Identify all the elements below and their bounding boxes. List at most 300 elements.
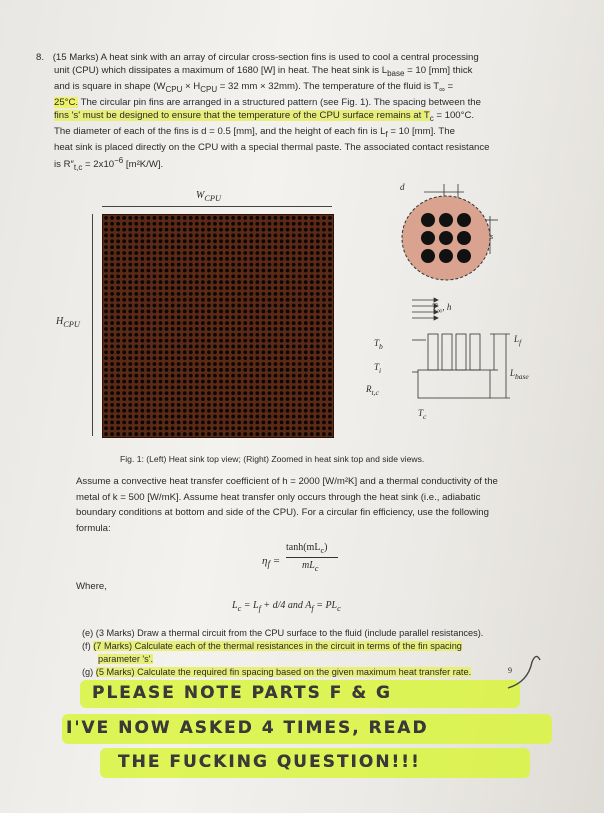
pin-fin	[122, 432, 126, 436]
pin-fin	[237, 345, 241, 349]
pin-fin	[110, 356, 114, 360]
pin-fin	[122, 345, 126, 349]
spacing-highlight: fins 's' must be designed to ensure that the temperature of the CPU surface remains at T	[54, 109, 430, 121]
pin-fin	[298, 350, 302, 354]
pin-fin	[134, 403, 138, 407]
pin-fin	[316, 327, 320, 331]
pin-fin	[171, 239, 175, 243]
pin-fin	[195, 420, 199, 424]
pin-fin	[280, 304, 284, 308]
pin-fin	[322, 245, 326, 249]
pin-fin	[268, 368, 272, 372]
pin-fin	[328, 274, 332, 278]
pin-fin	[237, 304, 241, 308]
handwritten-arrow	[500, 648, 550, 698]
pin-fin	[237, 298, 241, 302]
pin-fin	[268, 228, 272, 232]
pin-fin	[183, 385, 187, 389]
pin-fin	[165, 257, 169, 261]
pin-fin	[159, 368, 163, 372]
pin-fin	[261, 339, 265, 343]
pin-fin	[140, 222, 144, 226]
pin-fin	[110, 397, 114, 401]
pin-fin	[201, 222, 205, 226]
pin-fin	[110, 304, 114, 308]
pin-fin	[183, 216, 187, 220]
pin-fin	[280, 228, 284, 232]
pin-fin	[298, 380, 302, 384]
pin-fin	[213, 432, 217, 436]
pin-fin	[153, 397, 157, 401]
pin-fin	[140, 286, 144, 290]
pin-fin	[116, 304, 120, 308]
pin-fin	[280, 251, 284, 255]
pin-fin	[116, 315, 120, 319]
pin-fin	[207, 420, 211, 424]
pin-fin	[122, 385, 126, 389]
pin-fin	[280, 432, 284, 436]
pin-fin	[292, 280, 296, 284]
pin-fin	[261, 362, 265, 366]
pin-fin	[292, 327, 296, 331]
pin-fin	[292, 269, 296, 273]
pin-fin	[134, 234, 138, 238]
tinf-h: , h	[442, 302, 452, 312]
pin-fin	[243, 345, 247, 349]
pin-fin	[268, 216, 272, 220]
pin-fin	[274, 321, 278, 325]
pin-fin	[328, 432, 332, 436]
pin-fin	[280, 345, 284, 349]
pin-fin	[261, 368, 265, 372]
assumption-line-4: formula:	[76, 522, 111, 534]
pin-fin	[159, 362, 163, 366]
pin-fin	[201, 239, 205, 243]
pin-fin	[195, 350, 199, 354]
pin-fin	[153, 263, 157, 267]
pin-fin	[122, 216, 126, 220]
pin-fin	[231, 409, 235, 413]
pin-fin	[183, 280, 187, 284]
tc-t: T	[418, 408, 424, 418]
pin-fin	[146, 292, 150, 296]
pin-fin	[110, 245, 114, 249]
pin-fin	[255, 327, 259, 331]
pin-fin	[249, 216, 253, 220]
pin-fin	[165, 298, 169, 302]
pin-fin	[177, 304, 181, 308]
pin-fin	[183, 327, 187, 331]
pin-fin	[243, 228, 247, 232]
pin-fin	[286, 234, 290, 238]
pin-fin	[274, 385, 278, 389]
pin-fin	[207, 356, 211, 360]
pin-fin	[286, 274, 290, 278]
tc-subscript: c	[423, 411, 427, 421]
parts-list	[82, 627, 532, 679]
pin-fin	[231, 263, 235, 267]
pin-fin	[104, 339, 108, 343]
pin-fin	[195, 397, 199, 401]
pin-fin	[268, 356, 272, 360]
pin-fin	[280, 333, 284, 337]
pin-fin	[261, 222, 265, 226]
pin-fin	[292, 292, 296, 296]
pin-fin	[286, 339, 290, 343]
pin-fin	[310, 269, 314, 273]
pin-fin	[316, 339, 320, 343]
pin-fin	[104, 409, 108, 413]
pin-fin	[183, 286, 187, 290]
pin-fin	[274, 420, 278, 424]
eq-sign: =	[272, 555, 281, 567]
pin-fin	[104, 426, 108, 430]
pin-fin	[116, 409, 120, 413]
pin-fin	[104, 327, 108, 331]
pin-fin	[183, 426, 187, 430]
pin-fin	[183, 269, 187, 273]
pin-fin	[255, 385, 259, 389]
pin-fin	[316, 426, 320, 430]
pin-fin	[116, 269, 120, 273]
pin-fin	[268, 245, 272, 249]
pin-fin	[201, 391, 205, 395]
pin-fin	[128, 228, 132, 232]
line7-text: heat sink is placed directly on the CPU with a special thermal paste. The associated contact resistance	[54, 141, 490, 153]
pin-fin	[322, 269, 326, 273]
pin-fin	[171, 391, 175, 395]
pin-fin	[159, 356, 163, 360]
pin-fin	[316, 286, 320, 290]
pin-fin	[110, 339, 114, 343]
pin-fin	[213, 321, 217, 325]
pin-fin	[316, 309, 320, 313]
pin-fin	[104, 304, 108, 308]
pin-fin	[110, 403, 114, 407]
pin-fin	[286, 309, 290, 313]
pin-fin	[201, 263, 205, 267]
pin-fin	[110, 368, 114, 372]
pin-fin	[207, 298, 211, 302]
pin-fin	[249, 432, 253, 436]
pin-fin	[243, 321, 247, 325]
pin-fin	[189, 216, 193, 220]
wcpu-sub: CPU	[165, 84, 183, 94]
pin-fin	[280, 280, 284, 284]
pin-fin	[153, 420, 157, 424]
pin-fin	[195, 362, 199, 366]
pin-fin	[243, 426, 247, 430]
pin-fin	[104, 292, 108, 296]
plc-sub: c	[337, 604, 341, 613]
pin-fin	[201, 362, 205, 366]
pin-fin	[255, 239, 259, 243]
pin-fin	[213, 269, 217, 273]
problem-line-3	[36, 80, 536, 96]
pin-fin	[110, 234, 114, 238]
pin-fin	[128, 286, 132, 290]
pin-fin	[104, 257, 108, 261]
pin-fin	[201, 385, 205, 389]
pin-fin	[195, 339, 199, 343]
pin-fin	[195, 234, 199, 238]
pin-fin	[171, 350, 175, 354]
pin-fin	[280, 263, 284, 267]
pin-fin	[116, 274, 120, 278]
pin-fin	[140, 350, 144, 354]
pin-fin	[274, 251, 278, 255]
pin-fin	[128, 426, 132, 430]
pin-fin	[274, 216, 278, 220]
pin-fin	[304, 280, 308, 284]
fin-efficiency-lhs	[262, 555, 280, 569]
pin-fin	[225, 391, 229, 395]
pin-fin	[189, 321, 193, 325]
problem-line-7	[36, 141, 536, 154]
pin-fin	[207, 380, 211, 384]
pin-fin	[286, 391, 290, 395]
pin-fin	[255, 374, 259, 378]
part-e	[82, 627, 532, 640]
pin-fin	[104, 333, 108, 337]
pin-fin	[249, 286, 253, 290]
pin-fin	[322, 234, 326, 238]
pin-fin	[153, 403, 157, 407]
pin-fin	[268, 321, 272, 325]
pin-fin	[140, 333, 144, 337]
pin-fin	[231, 309, 235, 313]
pin-fin	[177, 415, 181, 419]
pin-fin	[207, 292, 211, 296]
pin-fin	[322, 403, 326, 407]
pin-fin	[286, 345, 290, 349]
pin-fin	[213, 251, 217, 255]
pin-fin	[177, 362, 181, 366]
pin-fin	[261, 391, 265, 395]
pin-fin	[316, 251, 320, 255]
pin-fin	[140, 228, 144, 232]
pin-fin	[140, 374, 144, 378]
pin-fin	[201, 269, 205, 273]
pin-fin	[165, 356, 169, 360]
pin-fin	[134, 356, 138, 360]
pin-fin	[310, 274, 314, 278]
pin-fin	[280, 380, 284, 384]
pin-fin	[189, 327, 193, 331]
pin-fin	[140, 292, 144, 296]
pin-fin	[116, 356, 120, 360]
pin-fin	[255, 321, 259, 325]
pin-fin	[183, 263, 187, 267]
pin-fin	[122, 280, 126, 284]
pin-fin	[128, 432, 132, 436]
pin-fin	[201, 432, 205, 436]
part-e-text: (3 Marks) Draw a thermal circuit from the CPU surface to the fluid (include parallel resistances).	[95, 628, 484, 638]
pin-fin	[298, 333, 302, 337]
pin-fin	[134, 298, 138, 302]
pin-fin	[274, 374, 278, 378]
pin-fin	[243, 374, 247, 378]
pin-fin	[153, 426, 157, 430]
pin-fin	[237, 409, 241, 413]
pin-fin	[159, 263, 163, 267]
pin-fin	[249, 263, 253, 267]
pin-fin	[171, 274, 175, 278]
handwritten-line-2: I'VE NOW ASKED 4 TIMES, READ	[66, 718, 429, 738]
pin-fin	[104, 368, 108, 372]
pin-fin	[171, 222, 175, 226]
pin-fin	[134, 245, 138, 249]
pin-fin	[328, 397, 332, 401]
pin-fin	[255, 409, 259, 413]
pin-fin	[146, 333, 150, 337]
pin-fin	[298, 280, 302, 284]
pin-fin	[183, 420, 187, 424]
pin-fin	[159, 251, 163, 255]
pin-fin	[237, 356, 241, 360]
lc-sub: c	[237, 604, 242, 613]
pin-fin	[286, 298, 290, 302]
num-text: tanh(mL	[286, 542, 321, 553]
pin-fin	[189, 222, 193, 226]
lf-l: L	[514, 334, 520, 344]
pin-fin	[195, 315, 199, 319]
pin-fin	[146, 368, 150, 372]
pin-fin	[183, 397, 187, 401]
pin-fin	[316, 432, 320, 436]
pin-fin	[213, 415, 217, 419]
pin-fin	[280, 257, 284, 261]
page-number: 9	[508, 666, 512, 675]
pin-fin	[255, 228, 259, 232]
pin-fin	[201, 216, 205, 220]
pin-fin	[322, 251, 326, 255]
pin-fin	[243, 292, 247, 296]
pin-fin	[219, 362, 223, 366]
pin-fin	[207, 339, 211, 343]
pin-fin	[159, 298, 163, 302]
pin-fin	[134, 333, 138, 337]
pin-fin	[189, 251, 193, 255]
pin-fin	[219, 391, 223, 395]
pin-fin	[328, 315, 332, 319]
pin-fin	[310, 356, 314, 360]
line4b-text: The circular pin fins are arranged in a structured pattern (see Fig. 1). The spacing between the	[78, 96, 481, 108]
pin-fin	[146, 403, 150, 407]
pin-fin	[298, 321, 302, 325]
pin-fin	[219, 350, 223, 354]
pin-fin	[274, 380, 278, 384]
pin-fin	[249, 222, 253, 226]
pin-fin	[328, 280, 332, 284]
pin-fin	[298, 309, 302, 313]
pin-fin	[322, 345, 326, 349]
pin-fin	[255, 315, 259, 319]
pin-fin	[298, 339, 302, 343]
pin-fin	[219, 380, 223, 384]
line8e-text: [m²K/W].	[123, 158, 164, 170]
pin-fin	[274, 415, 278, 419]
pin-fin	[128, 374, 132, 378]
pin-fin	[171, 368, 175, 372]
pin-fin	[255, 245, 259, 249]
pin-fin	[189, 339, 193, 343]
problem-line-1	[36, 51, 536, 64]
pin-fin	[261, 298, 265, 302]
pin-fin	[159, 257, 163, 261]
pin-fin	[104, 385, 108, 389]
pin-fin	[153, 239, 157, 243]
pin-fin	[255, 362, 259, 366]
pin-fin	[268, 385, 272, 389]
pin-fin	[159, 245, 163, 249]
pin-fin	[177, 327, 181, 331]
pin-fin	[153, 274, 157, 278]
pin-fin	[322, 415, 326, 419]
part-f-cont	[82, 653, 532, 666]
pin-fin	[213, 245, 217, 249]
pin-fin	[261, 292, 265, 296]
pin-fin	[171, 333, 175, 337]
problem-number: 8.	[36, 52, 45, 63]
pin-fin	[225, 269, 229, 273]
pin-fin	[286, 368, 290, 372]
pin-fin	[322, 380, 326, 384]
pin-fin	[328, 269, 332, 273]
pin-fin	[255, 298, 259, 302]
pin-fin	[110, 228, 114, 232]
figure-caption: Fig. 1: (Left) Heat sink top view; (Right) Zoomed in heat sink top and side views.	[120, 454, 425, 464]
pin-fin	[237, 222, 241, 226]
pin-fin	[171, 339, 175, 343]
fin-efficiency-denominator	[302, 560, 319, 573]
pin-fin	[189, 280, 193, 284]
pin-fin	[104, 245, 108, 249]
pin-fin	[225, 368, 229, 372]
pin-fin	[249, 269, 253, 273]
pin-fin	[231, 362, 235, 366]
pin-fin	[134, 269, 138, 273]
pin-fin	[219, 292, 223, 296]
pin-fin	[225, 315, 229, 319]
pin-fin	[134, 263, 138, 267]
lc-rest2: + d/4 and A	[260, 600, 312, 611]
pin-fin	[177, 269, 181, 273]
pin-fin	[153, 251, 157, 255]
pin-fin	[268, 403, 272, 407]
pin-fin	[255, 350, 259, 354]
pin-fin	[159, 385, 163, 389]
pin-fin	[274, 339, 278, 343]
pin-fin	[128, 245, 132, 249]
pin-fin	[159, 415, 163, 419]
pin-fin	[310, 309, 314, 313]
pin-fin	[261, 432, 265, 436]
pin-fin	[304, 286, 308, 290]
pin-fin	[316, 239, 320, 243]
pin-fin	[249, 234, 253, 238]
part-g-id: (g)	[82, 667, 94, 677]
pin-fin	[310, 333, 314, 337]
pin-fin	[128, 304, 132, 308]
pin-fin	[219, 368, 223, 372]
pin-fin	[286, 397, 290, 401]
pin-fin	[104, 345, 108, 349]
pin-fin	[201, 339, 205, 343]
pin-fin	[280, 245, 284, 249]
pin-fin	[116, 309, 120, 313]
pin-fin	[249, 356, 253, 360]
